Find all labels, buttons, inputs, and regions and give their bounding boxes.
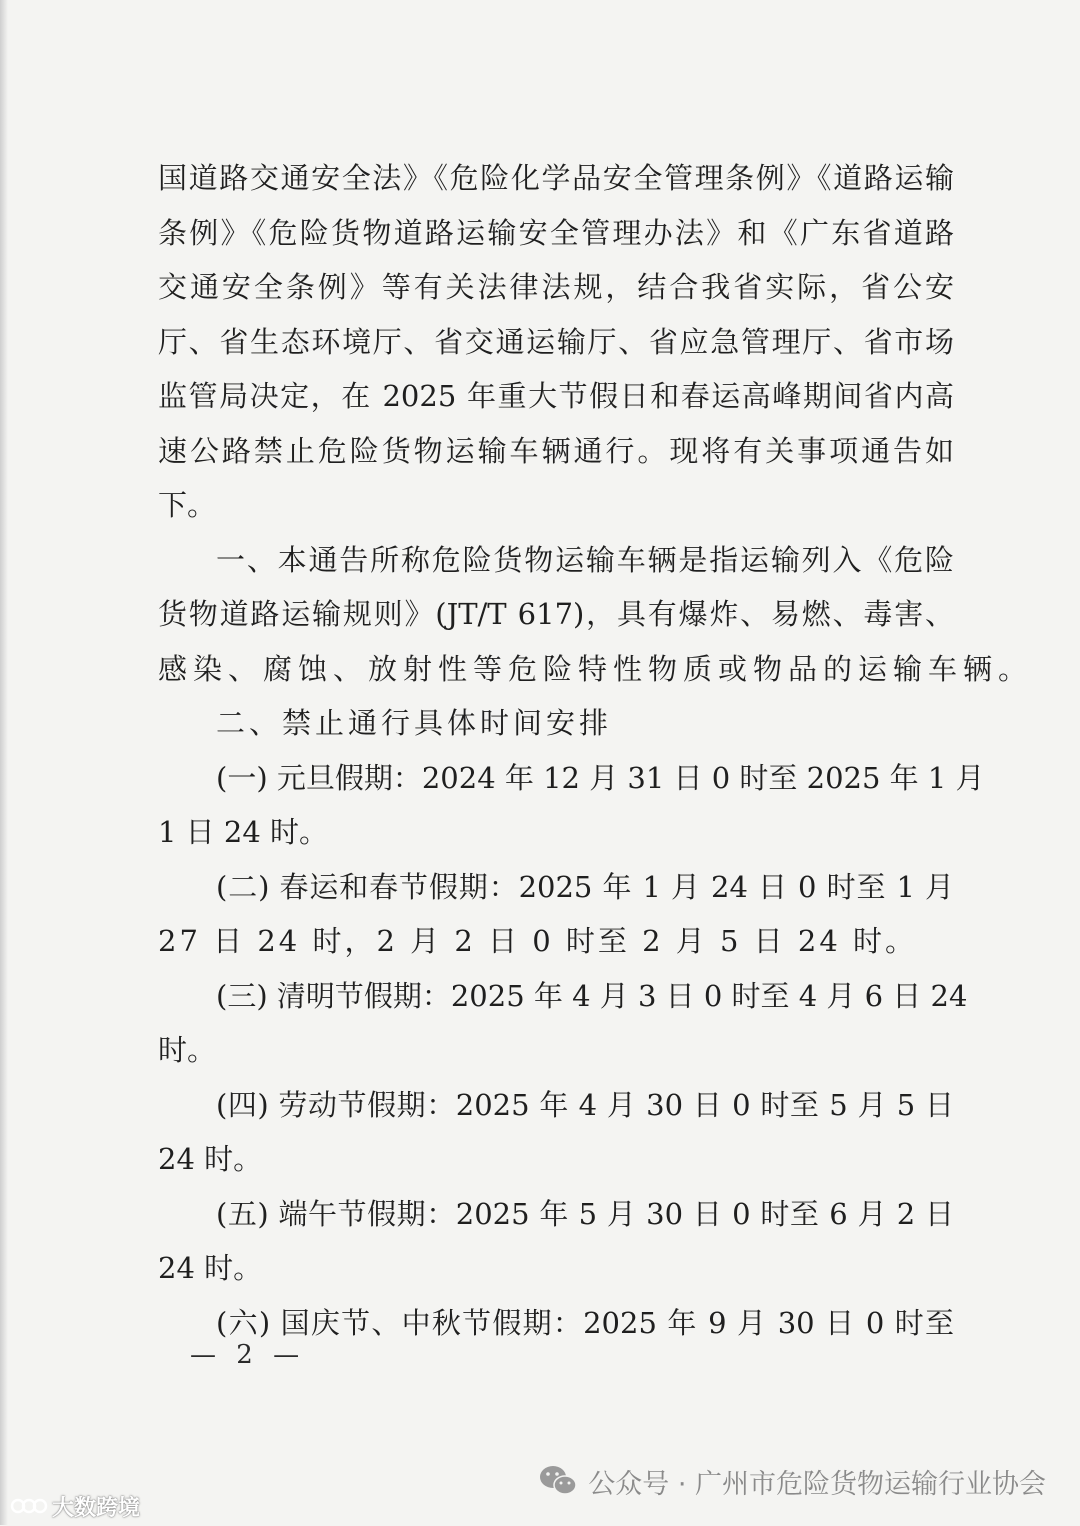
watermark-right-text: 公众号 · 广州市危险货物运输行业协会: [588, 1468, 1046, 1500]
schedule-item-5-line-1: (五) 端午节假期：2025 年 5 月 30 日 0 时至 6 月 2 日: [216, 1197, 954, 1231]
body-line-9: 货物道路运输规则》(JT/T 617)，具有爆炸、易燃、毒害、: [158, 597, 954, 631]
schedule-item-4-line-1: (四) 劳动节假期：2025 年 4 月 30 日 0 时至 5 月 5 日: [216, 1088, 954, 1122]
schedule-item-1-line-1: (一) 元旦假期：2024 年 12 月 31 日 0 时至 2025 年 1 月: [216, 761, 985, 795]
watermark-left-text: 大数跨境: [52, 1495, 141, 1521]
logo-icon: [10, 1495, 48, 1517]
watermark-right: [538, 1456, 1046, 1506]
schedule-item-3-line-2: 时。: [158, 1033, 217, 1067]
page-edge-shadow: [0, 0, 8, 1525]
body-line-8: 一、本通告所称危险货物运输车辆是指运输列入《危险: [216, 543, 954, 577]
schedule-item-4-line-2: 24 时。: [158, 1142, 263, 1176]
schedule-item-2-line-1: (二) 春运和春节假期：2025 年 1 月 24 日 0 时至 1 月: [216, 870, 954, 904]
body-line-5: 监管局决定，在 2025 年重大节假日和春运高峰期间省内高: [158, 379, 954, 413]
body-line-3: 交通安全条例》等有关法律法规，结合我省实际，省公安: [158, 270, 954, 304]
body-line-10: 感染、腐蚀、放射性等危险特性物质或物品的运输车辆。: [158, 652, 1034, 686]
page-number: — 2 —: [190, 1340, 306, 1370]
schedule-item-6-line-1: (六) 国庆节、中秋节假期：2025 年 9 月 30 日 0 时至: [216, 1306, 954, 1340]
body-line-2: 条例》《危险货物道路运输安全管理办法》和《广东省道路: [158, 216, 954, 250]
body-line-7: 下。: [158, 488, 217, 522]
body-line-4: 厅、省生态环境厅、省交通运输厅、省应急管理厅、省市场: [158, 325, 954, 359]
schedule-item-1-line-2: 1 日 24 时。: [158, 815, 329, 849]
wechat-icon: [538, 1464, 578, 1498]
body-line-1: 国道路交通安全法》《危险化学品安全管理条例》《道路运输: [158, 161, 954, 195]
body-line-6: 速公路禁止危险货物运输车辆通行。现将有关事项通告如: [158, 434, 954, 468]
section-heading-schedule: 二、禁止通行具体时间安排: [216, 706, 613, 740]
watermark-left: [10, 1486, 140, 1526]
schedule-item-2-line-2: 27 日 24 时，2 月 2 日 0 时至 2 月 5 日 24 时。: [158, 924, 918, 958]
schedule-item-3-line-1: (三) 清明节假期：2025 年 4 月 3 日 0 时至 4 月 6 日 24: [216, 979, 968, 1013]
schedule-item-5-line-2: 24 时。: [158, 1251, 263, 1285]
